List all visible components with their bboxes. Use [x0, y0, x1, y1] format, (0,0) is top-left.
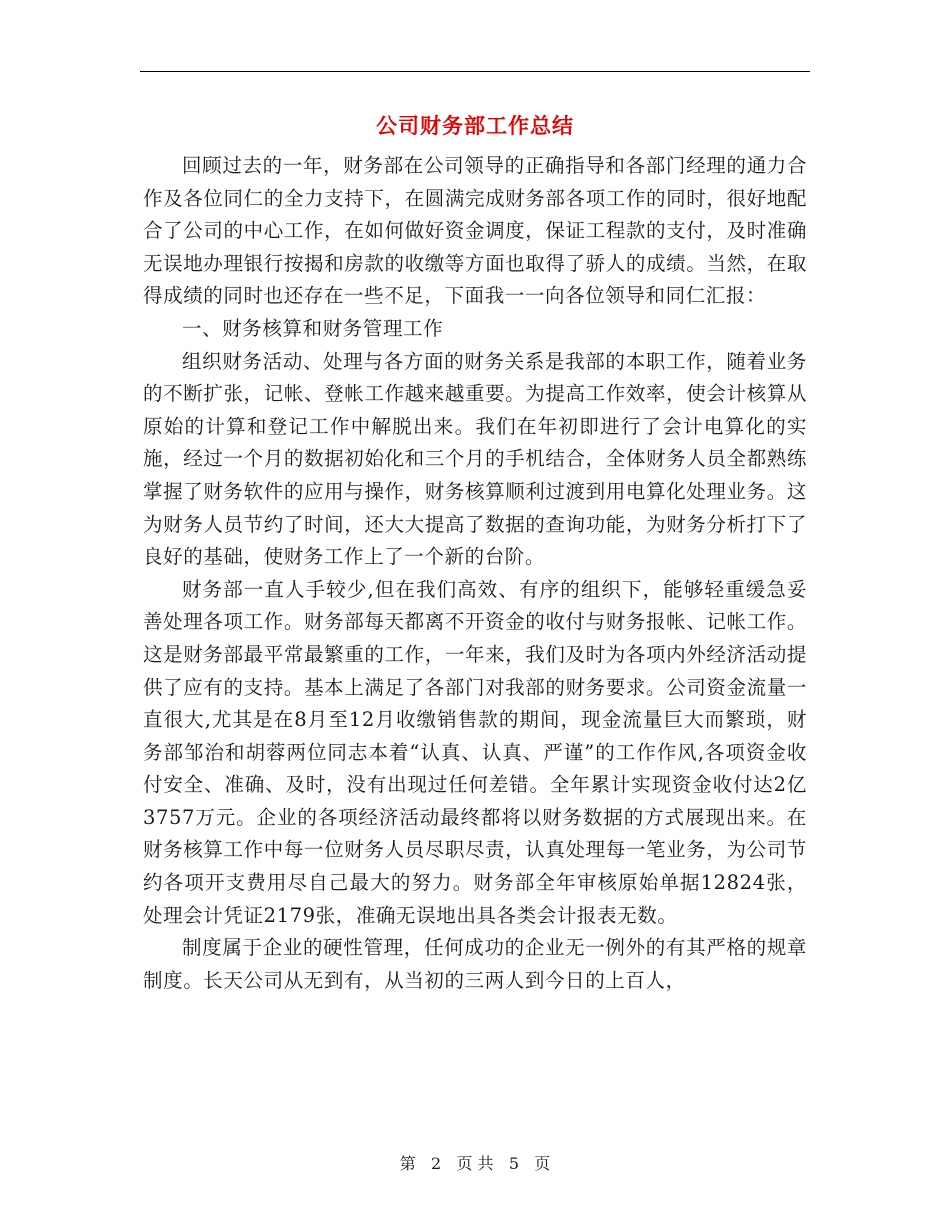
footer-prefix: 第 [399, 1154, 416, 1173]
footer-suffix: 页 [534, 1154, 551, 1173]
footer-middle: 页 共 [456, 1154, 494, 1173]
document-body [143, 150, 807, 997]
paragraph-accounting: 组织财务活动、处理与各方面的财务关系是我部的本职工作，随着业务的不断扩张，记帐、登帐工作越来越重要。为提高工作效率，使会计核算从原始的计算和登记工作中解脱出来。我们在年初即进行了会计电算化的实施，经过一个月的数据初始化和三个月的手机结合，全体财务人员全都熟练掌握了财务软件的应用与操作，财务核算顺利过渡到用电算化处理业务。这为财务人员节约了时间，还大大提高了数据的查询功能，为财务分析打下了良好的基础，使财务工作上了一个新的台阶。 [143, 349, 807, 569]
footer-page-number: 2 [430, 1154, 442, 1173]
page-footer [0, 1153, 950, 1175]
footer-total-pages: 5 [508, 1154, 520, 1173]
paragraph-regulations: 制度属于企业的硬性管理，任何成功的企业无一例外的有其严格的规章制度。长天公司从无到有，从当初的三两人到今日的上百人， [143, 936, 807, 992]
section-heading: 一、财务核算和财务管理工作 [182, 316, 444, 340]
document-title: 公司财务部工作总结 [376, 113, 574, 138]
header-rule [140, 71, 810, 72]
paragraph-staffing: 财务部一直人手较少,但在我们高效、有序的组织下，能够轻重缓急妥善处理各项工作。财务部每天都离不开资金的收付与财务报帐、记帐工作。这是财务部最平常最繁重的工作，一年来，我们及时为各项内外经济活动提供了应有的支持。基本上满足了各部门对我部的财务要求。公司资金流量一直很大,尤其是在8月至12月收缴销售款的期间，现金流量巨大而繁琐，财务部邹治和胡蓉两位同志本着“认真、认真、严谨”的工作作风,各项资金收付安全、准确、及时，没有出现过任何差错。全年累计实现资金收付达2亿3757万元。企业的各项经济活动最终都将以财务数据的方式展现出来。在财务核算工作中每一位财务人员尽职尽责，认真处理每一笔业务，为公司节约各项开支费用尽自己最大的努力。财务部全年审核原始单据12824张，处理会计凭证2179张，准确无误地出具各类会计报表无数。 [143, 577, 807, 927]
paragraph-intro: 回顾过去的一年，财务部在公司领导的正确指导和各部门经理的通力合作及各位同仁的全力支持下，在圆满完成财务部各项工作的同时，很好地配合了公司的中心工作，在如何做好资金调度，保证工程款的支付，及时准确无误地办理银行按揭和房款的收缴等方面也取得了骄人的成绩。当然，在取得成绩的同时也还存在一些不足，下面我一一向各位领导和同仁汇报： [143, 154, 807, 308]
